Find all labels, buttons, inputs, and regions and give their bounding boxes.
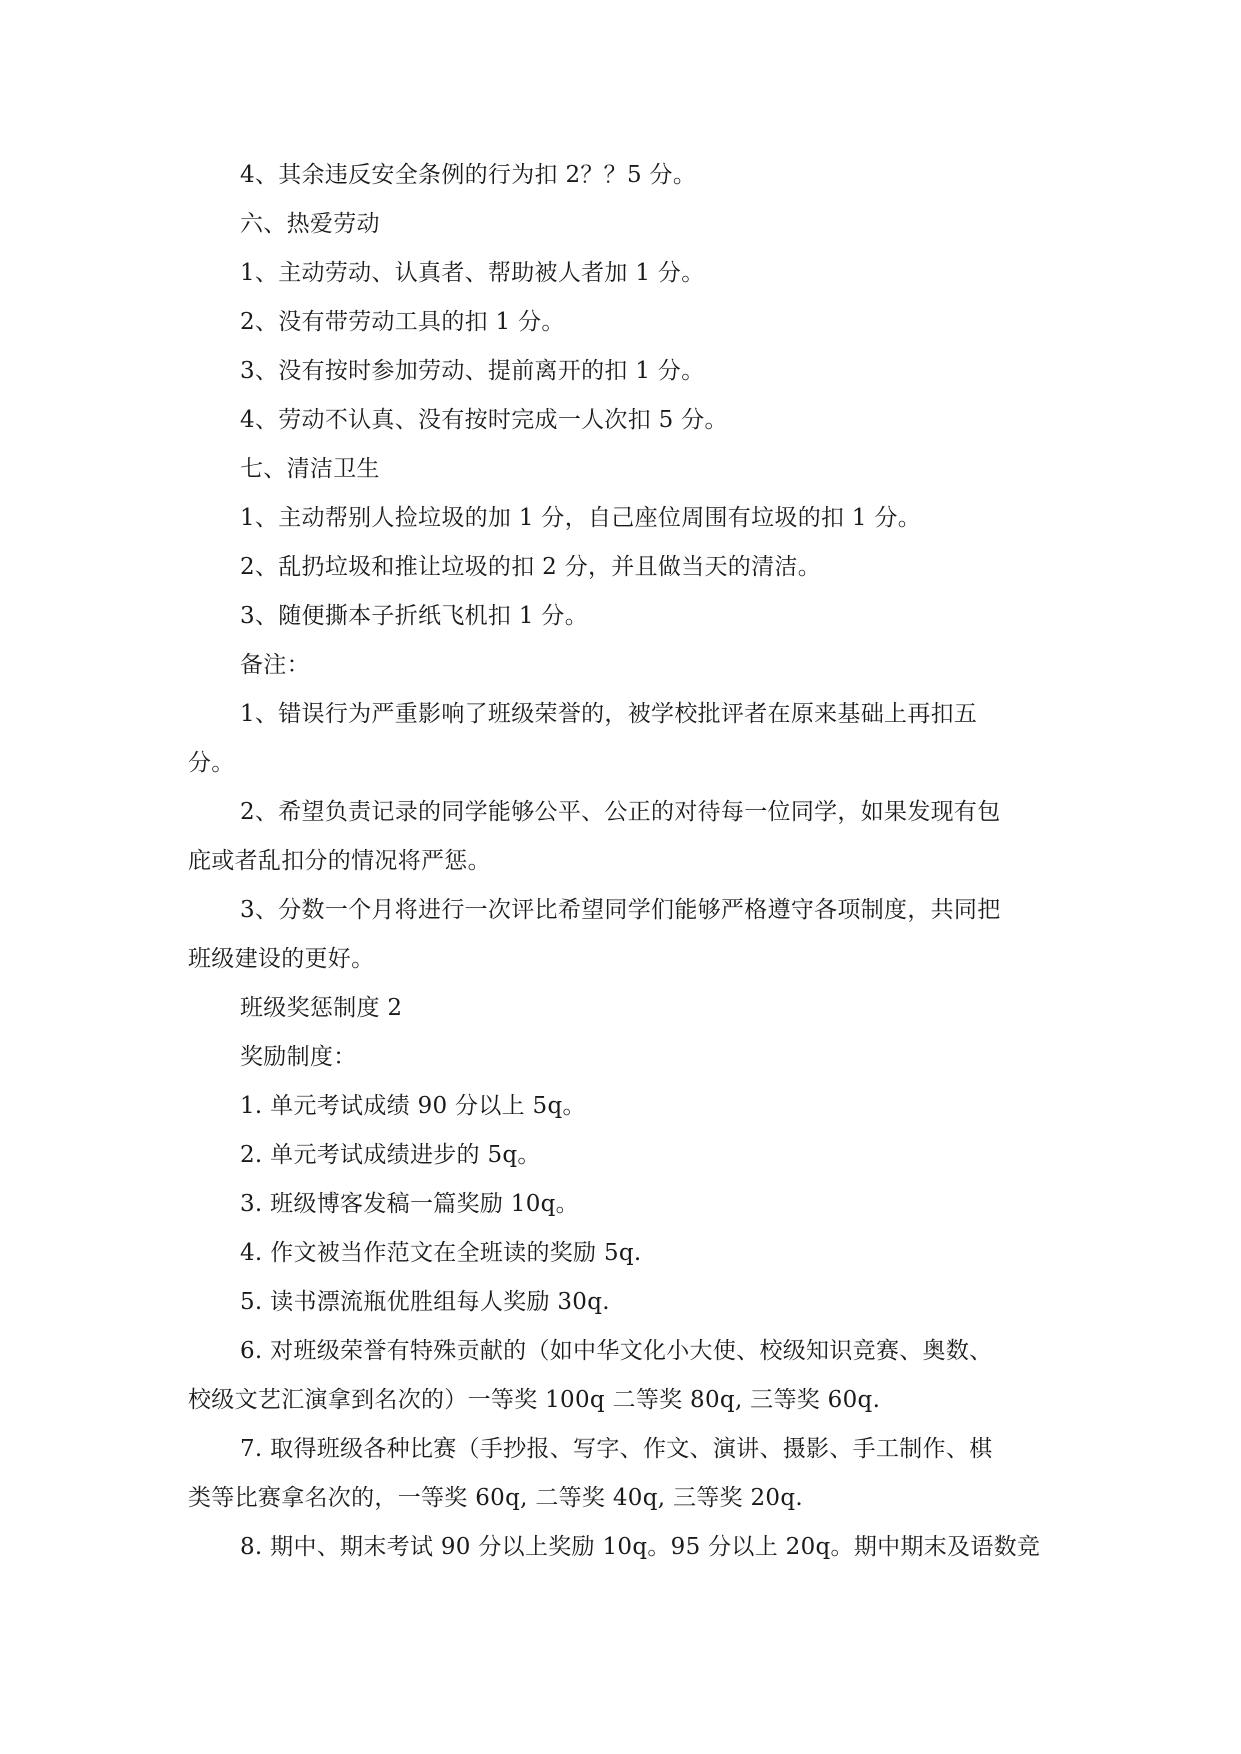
text-line: 1. 单元考试成绩 90 分以上 5q。 bbox=[240, 1093, 586, 1119]
section-heading: 奖励制度： bbox=[240, 1044, 357, 1070]
text-line: 4、劳动不认真、没有按时完成一人次扣 5 分。 bbox=[240, 407, 728, 433]
text-line: 2、没有带劳动工具的扣 1 分。 bbox=[240, 309, 565, 335]
text-line: 分。 bbox=[188, 750, 235, 776]
text-line: 校级文艺汇演拿到名次的）一等奖 100q 二等奖 80q, 三等奖 60q. bbox=[188, 1387, 881, 1413]
text-line: 2. 单元考试成绩进步的 5q。 bbox=[240, 1142, 541, 1168]
text-line: 4、其余违反安全条例的行为扣 2？？5 分。 bbox=[240, 162, 697, 188]
text-line: 3. 班级博客发稿一篇奖励 10q。 bbox=[240, 1191, 579, 1217]
notes-heading: 备注： bbox=[240, 652, 310, 678]
text-line: 3、没有按时参加劳动、提前离开的扣 1 分。 bbox=[240, 358, 705, 384]
text-line: 3、随便撕本子折纸飞机扣 1 分。 bbox=[240, 603, 588, 629]
section-heading: 六、热爱劳动 bbox=[240, 211, 380, 237]
text-line: 5. 读书漂流瓶优胜组每人奖励 30q. bbox=[240, 1289, 610, 1315]
section-heading: 七、清洁卫生 bbox=[240, 456, 380, 482]
text-line: 2、乱扔垃圾和推让垃圾的扣 2 分，并且做当天的清洁。 bbox=[240, 554, 821, 580]
text-line: 庇或者乱扣分的情况将严惩。 bbox=[188, 848, 491, 874]
text-line: 8. 期中、期末考试 90 分以上奖励 10q。95 分以上 20q。期中期末及语数竞 bbox=[240, 1534, 1041, 1560]
text-line: 1、错误行为严重影响了班级荣誉的，被学校批评者在原来基础上再扣五 bbox=[240, 701, 978, 727]
text-line: 类等比赛拿名次的，一等奖 60q, 二等奖 40q, 三等奖 20q. bbox=[188, 1485, 803, 1511]
text-line: 3、分数一个月将进行一次评比希望同学们能够严格遵守各项制度，共同把 bbox=[240, 897, 1001, 923]
text-line: 1、主动劳动、认真者、帮助被人者加 1 分。 bbox=[240, 260, 705, 286]
document-subtitle: 班级奖惩制度 2 bbox=[240, 995, 403, 1021]
text-line: 6. 对班级荣誉有特殊贡献的（如中华文化小大使、校级知识竞赛、奥数、 bbox=[240, 1338, 993, 1364]
text-line: 班级建设的更好。 bbox=[188, 946, 375, 972]
text-line: 4. 作文被当作范文在全班读的奖励 5q. bbox=[240, 1240, 642, 1266]
text-line: 7. 取得班级各种比赛（手抄报、写字、作文、演讲、摄影、手工制作、棋 bbox=[240, 1436, 993, 1462]
text-line: 2、希望负责记录的同学能够公平、公正的对待每一位同学，如果发现有包 bbox=[240, 799, 1001, 825]
text-line: 1、主动帮别人捡垃圾的加 1 分，自己座位周围有垃圾的扣 1 分。 bbox=[240, 505, 922, 531]
